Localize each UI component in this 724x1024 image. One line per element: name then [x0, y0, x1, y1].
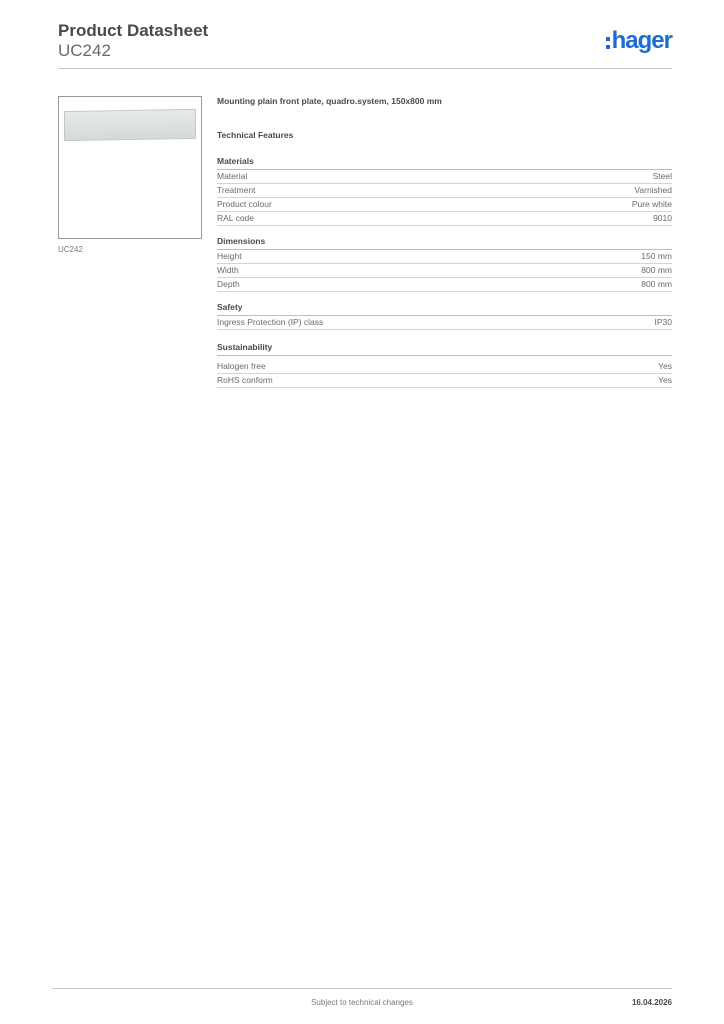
spec-value: 800 mm: [641, 279, 672, 289]
technical-features-title: Technical Features: [217, 130, 294, 140]
header-divider: [58, 68, 672, 69]
section-title: Materials: [217, 156, 672, 170]
footer-date: 16.04.2026: [631, 998, 672, 1007]
footer-divider: [52, 988, 672, 989]
page-title: Product Datasheet: [58, 21, 209, 40]
section-title: Sustainability: [217, 342, 672, 356]
spec-row: [217, 198, 672, 212]
footer-note: Subject to technical changes: [311, 998, 413, 1007]
front-plate-image: [64, 109, 196, 141]
spec-row: [217, 316, 672, 330]
product-image-caption: UC242: [58, 245, 83, 254]
logo-text: hager: [611, 27, 672, 54]
spec-label: Product colour: [217, 199, 272, 209]
section-dimensions: [217, 236, 672, 292]
section-title: Safety: [217, 302, 672, 316]
spec-value: Pure white: [631, 199, 672, 209]
spec-row: [217, 360, 672, 374]
spec-label: RAL code: [217, 213, 255, 223]
spec-label: RoHS conform: [217, 375, 273, 385]
spec-value: Varnished: [634, 185, 672, 195]
spec-value: 9010: [653, 213, 672, 223]
spec-value: Yes: [658, 375, 672, 385]
spec-row: [217, 250, 672, 264]
spec-row: [217, 374, 672, 388]
spec-label: Treatment: [217, 185, 256, 195]
spec-label: Depth: [217, 279, 240, 289]
spec-label: Height: [217, 251, 242, 261]
spec-row: [217, 212, 672, 226]
spec-value: IP30: [654, 317, 672, 327]
section-sustainability: [217, 342, 672, 388]
spec-value: Yes: [658, 361, 672, 371]
spec-row: [217, 184, 672, 198]
spec-row: [217, 278, 672, 292]
product-name: Mounting plain front plate, quadro.system, 150x800 mm: [217, 96, 442, 106]
spec-label: Halogen free: [217, 361, 266, 371]
hager-logo: [606, 29, 672, 53]
spec-value: Steel: [652, 171, 672, 181]
section-safety: [217, 302, 672, 330]
spec-label: Ingress Protection (IP) class: [217, 317, 324, 327]
section-title: Dimensions: [217, 236, 672, 250]
spec-content: [217, 96, 672, 388]
logo-colon-icon: [606, 37, 610, 49]
spec-label: Material: [217, 171, 248, 181]
spec-value: 150 mm: [641, 251, 672, 261]
product-code: UC242: [58, 41, 111, 60]
section-materials: [217, 156, 672, 226]
spec-label: Width: [217, 265, 239, 275]
spec-row: [217, 170, 672, 184]
spec-row: [217, 264, 672, 278]
page-header: [58, 21, 208, 61]
product-image: [58, 96, 202, 239]
spec-value: 800 mm: [641, 265, 672, 275]
